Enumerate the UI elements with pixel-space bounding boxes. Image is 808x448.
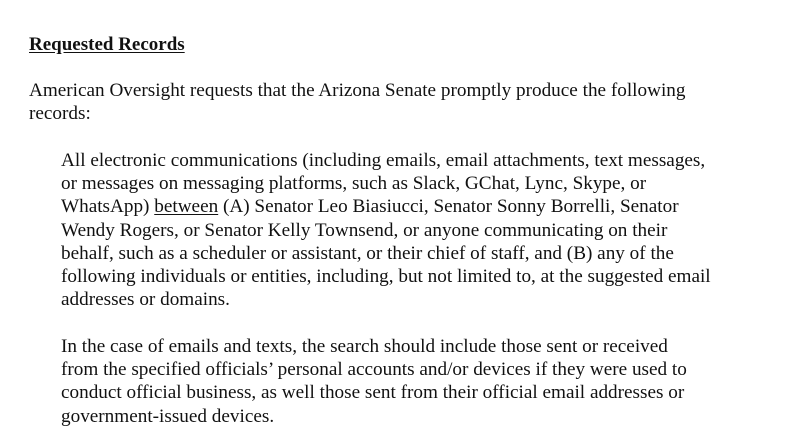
request-line: addresses or domains. [61,289,230,311]
request-line: following individuals or entities, including, but not limited to, at the suggested email [61,266,711,288]
intro-line: American Oversight requests that the Arizona Senate promptly produce the following [29,80,686,101]
search-line: from the specified officials’ personal accounts and/or devices if they were used to [61,359,687,381]
intro-line: records: [29,103,91,125]
request-line: behalf, such as a scheduler or assistant, or their chief of staff, and (B) any of the [61,242,674,264]
search-scope-paragraph [61,335,801,428]
request-line: All electronic communications (including emails, email attachments, text messages, [61,150,706,171]
request-line [61,195,801,218]
search-line: government-issued devices. [61,405,275,427]
request-text: (A) Senator Leo Biasiucci, Senator Sonny Borrelli, Senator [218,196,679,218]
request-text: WhatsApp) [61,196,155,218]
search-line: In the case of emails and texts, the search should include those sent or received [61,336,668,357]
intro-paragraph [29,79,789,125]
request-line: or messages on messaging platforms, such as Slack, GChat, Lync, Skype, or [61,173,647,195]
request-line: Wendy Rogers, or Senator Kelly Townsend, or anyone communicating on their [61,219,668,241]
request-block-paragraph [61,149,801,311]
underlined-between-text: between [154,196,219,218]
section-heading: Requested Records [29,34,185,55]
search-line: conduct official business, as well those sent from their official email addresses or [61,382,685,404]
